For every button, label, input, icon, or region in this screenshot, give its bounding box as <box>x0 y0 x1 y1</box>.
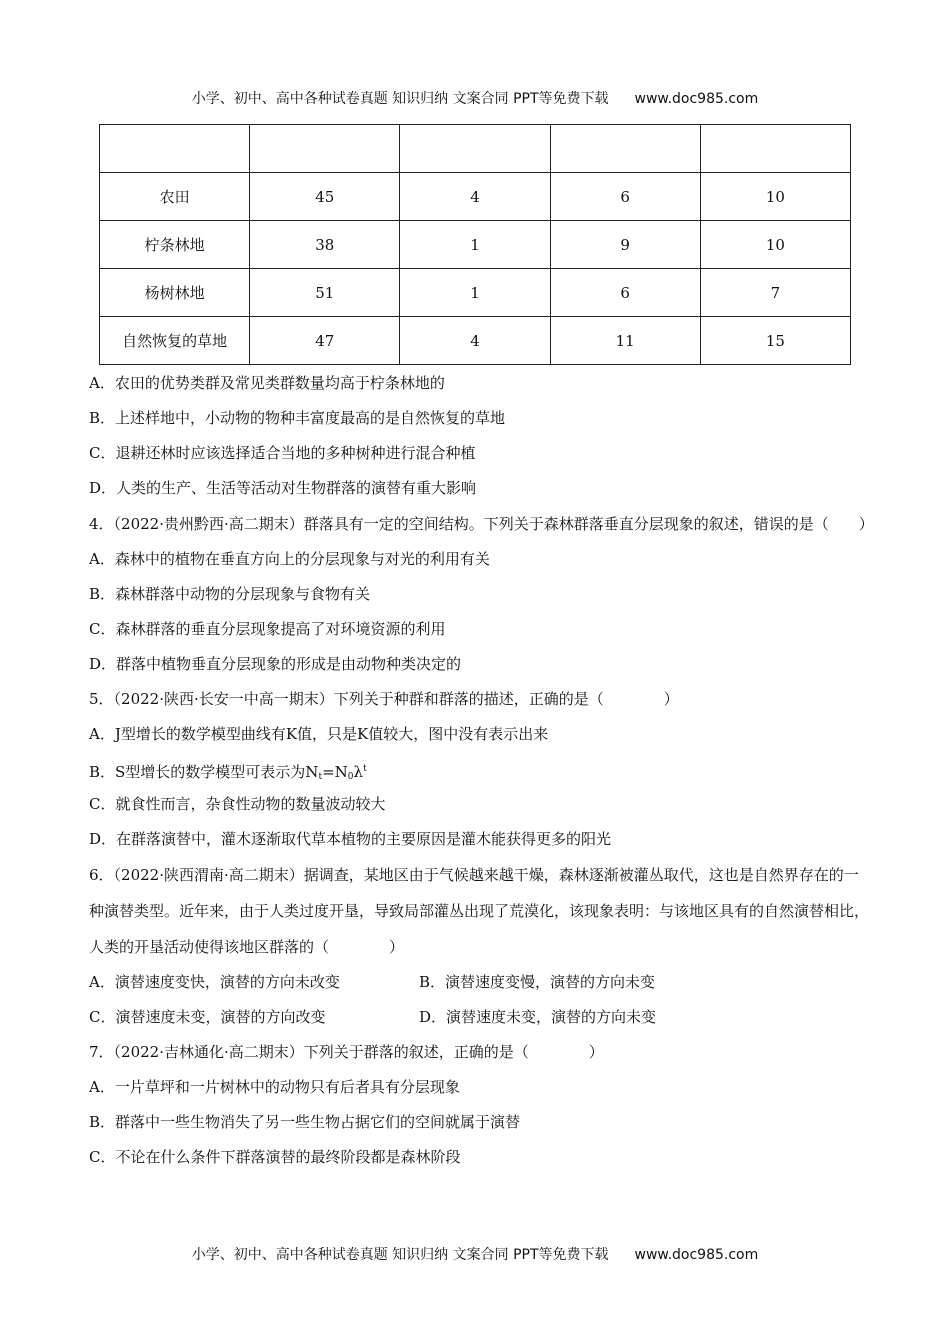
subscript-0: 0 <box>347 772 354 782</box>
table-cell: 1 <box>400 269 550 317</box>
q5-option-d: D．在群落演替中，灌木逐渐取代草本植物的主要原因是灌木能获得更多的阳光 <box>89 830 612 848</box>
table-cell: 4 <box>400 173 550 221</box>
q3-option-a: A．农田的优势类群及常见类群数量均高于柠条林地的 <box>89 374 445 392</box>
q7-option-c: C．不论在什么条件下群落演替的最终阶段都是森林阶段 <box>89 1148 461 1166</box>
table-cell <box>700 125 850 173</box>
formula-eq: =N <box>322 763 348 781</box>
table-cell: 柠条林地 <box>100 221 250 269</box>
q7-option-b: B．群落中一些生物消失了另一些生物占据它们的空间就属于演替 <box>89 1113 521 1131</box>
q4-option-c: C．森林群落的垂直分层现象提高了对环境资源的利用 <box>89 620 446 638</box>
q6-options-row-2 <box>89 1000 869 1035</box>
q5-option-a: A．J型增长的数学模型曲线有K值，只是K值较大，图中没有表示出来 <box>89 725 549 743</box>
table-cell: 11 <box>550 317 700 365</box>
q6-stem: 6．（2022·陕西渭南·高二期末）据调查，某地区由于气候越来越干燥，森林逐渐被灌丛取代，这也是自然界存在的一种演替类型。近年来，由于人类过度开垦，导致局部灌丛出现了荒漠化，该现象表明：与该地区具有的自然演替相比，人类的开垦活动使得该地区群落的（ ） <box>89 866 870 956</box>
table-cell: 15 <box>700 317 850 365</box>
table-cell: 1 <box>400 221 550 269</box>
table-cell: 45 <box>250 173 400 221</box>
q6-option-b: B．演替速度变慢，演替的方向未变 <box>419 973 656 991</box>
table-cell: 自然恢复的草地 <box>100 317 250 365</box>
q6-option-c: C．演替速度未变，演替的方向改变 <box>89 1008 326 1026</box>
q5-option-b-text: B．S型增长的数学模型可表示为N <box>89 763 319 781</box>
subscript-t: t <box>318 772 323 782</box>
table-row <box>100 317 851 365</box>
q7-option-a: A．一片草坪和一片树林中的动物只有后者具有分层现象 <box>89 1078 460 1096</box>
table-cell: 47 <box>250 317 400 365</box>
q6-options-row-1 <box>89 965 869 1000</box>
q5-stem: 5．（2022·陕西·长安一中高一期末）下列关于种群和群落的描述，正确的是（ ） <box>89 690 679 708</box>
table-cell <box>100 125 250 173</box>
footer-text: 小学、初中、高中各种试卷真题 知识归纳 文案合同 PPT等免费下载 <box>191 1247 609 1263</box>
superscript-t: t <box>363 764 367 774</box>
table-cell <box>250 125 400 173</box>
table-cell: 38 <box>250 221 400 269</box>
footer-site-link[interactable]: www.doc985.com <box>634 1247 759 1263</box>
q4-stem: 4．（2022·贵州黔西·高二期末）群落具有一定的空间结构。下列关于森林群落垂直分层现象的叙述，错误的是（ ） <box>89 515 874 533</box>
table-cell: 4 <box>400 317 550 365</box>
table-cell: 51 <box>250 269 400 317</box>
table-header-row <box>100 125 851 173</box>
q3-option-d: D．人类的生产、生活等活动对生物群落的演替有重大影响 <box>89 479 477 497</box>
table-row <box>100 269 851 317</box>
q5-option-c: C．就食性而言，杂食性动物的数量波动较大 <box>89 795 386 813</box>
q3-option-c: C．退耕还林时应该选择适合当地的多种树种进行混合种植 <box>89 444 476 462</box>
q6-option-a: A．演替速度变快，演替的方向未改变 <box>89 973 340 991</box>
q6-option-d: D．演替速度未变，演替的方向未变 <box>419 1008 657 1026</box>
survey-table <box>99 124 851 365</box>
table-row <box>100 221 851 269</box>
table-cell: 10 <box>700 173 850 221</box>
table-cell: 杨树林地 <box>100 269 250 317</box>
q4-option-d: D．群落中植物垂直分层现象的形成是由动物种类决定的 <box>89 655 462 673</box>
q3-option-b: B．上述样地中，小动物的物种丰富度最高的是自然恢复的草地 <box>89 409 506 427</box>
table-cell: 6 <box>550 173 700 221</box>
q5-option-b <box>89 752 869 787</box>
q4-option-b: B．森林群落中动物的分层现象与食物有关 <box>89 585 371 603</box>
question-content <box>89 366 874 1175</box>
table-cell: 6 <box>550 269 700 317</box>
table-cell: 7 <box>700 269 850 317</box>
q4-option-a: A．森林中的植物在垂直方向上的分层现象与对光的利用有关 <box>89 550 490 568</box>
table-cell: 9 <box>550 221 700 269</box>
header-text: 小学、初中、高中各种试卷真题 知识归纳 文案合同 PPT等免费下载 <box>191 91 609 107</box>
page-footer <box>0 1244 950 1264</box>
q7-stem: 7．（2022·吉林通化·高二期末）下列关于群落的叙述，正确的是（ ） <box>89 1043 604 1061</box>
table-cell: 10 <box>700 221 850 269</box>
header-site-link[interactable]: www.doc985.com <box>634 91 759 107</box>
table-cell <box>400 125 550 173</box>
lambda-symbol: λ <box>353 763 364 781</box>
page-header <box>0 88 950 108</box>
table-cell <box>550 125 700 173</box>
table-row <box>100 173 851 221</box>
table-cell: 农田 <box>100 173 250 221</box>
